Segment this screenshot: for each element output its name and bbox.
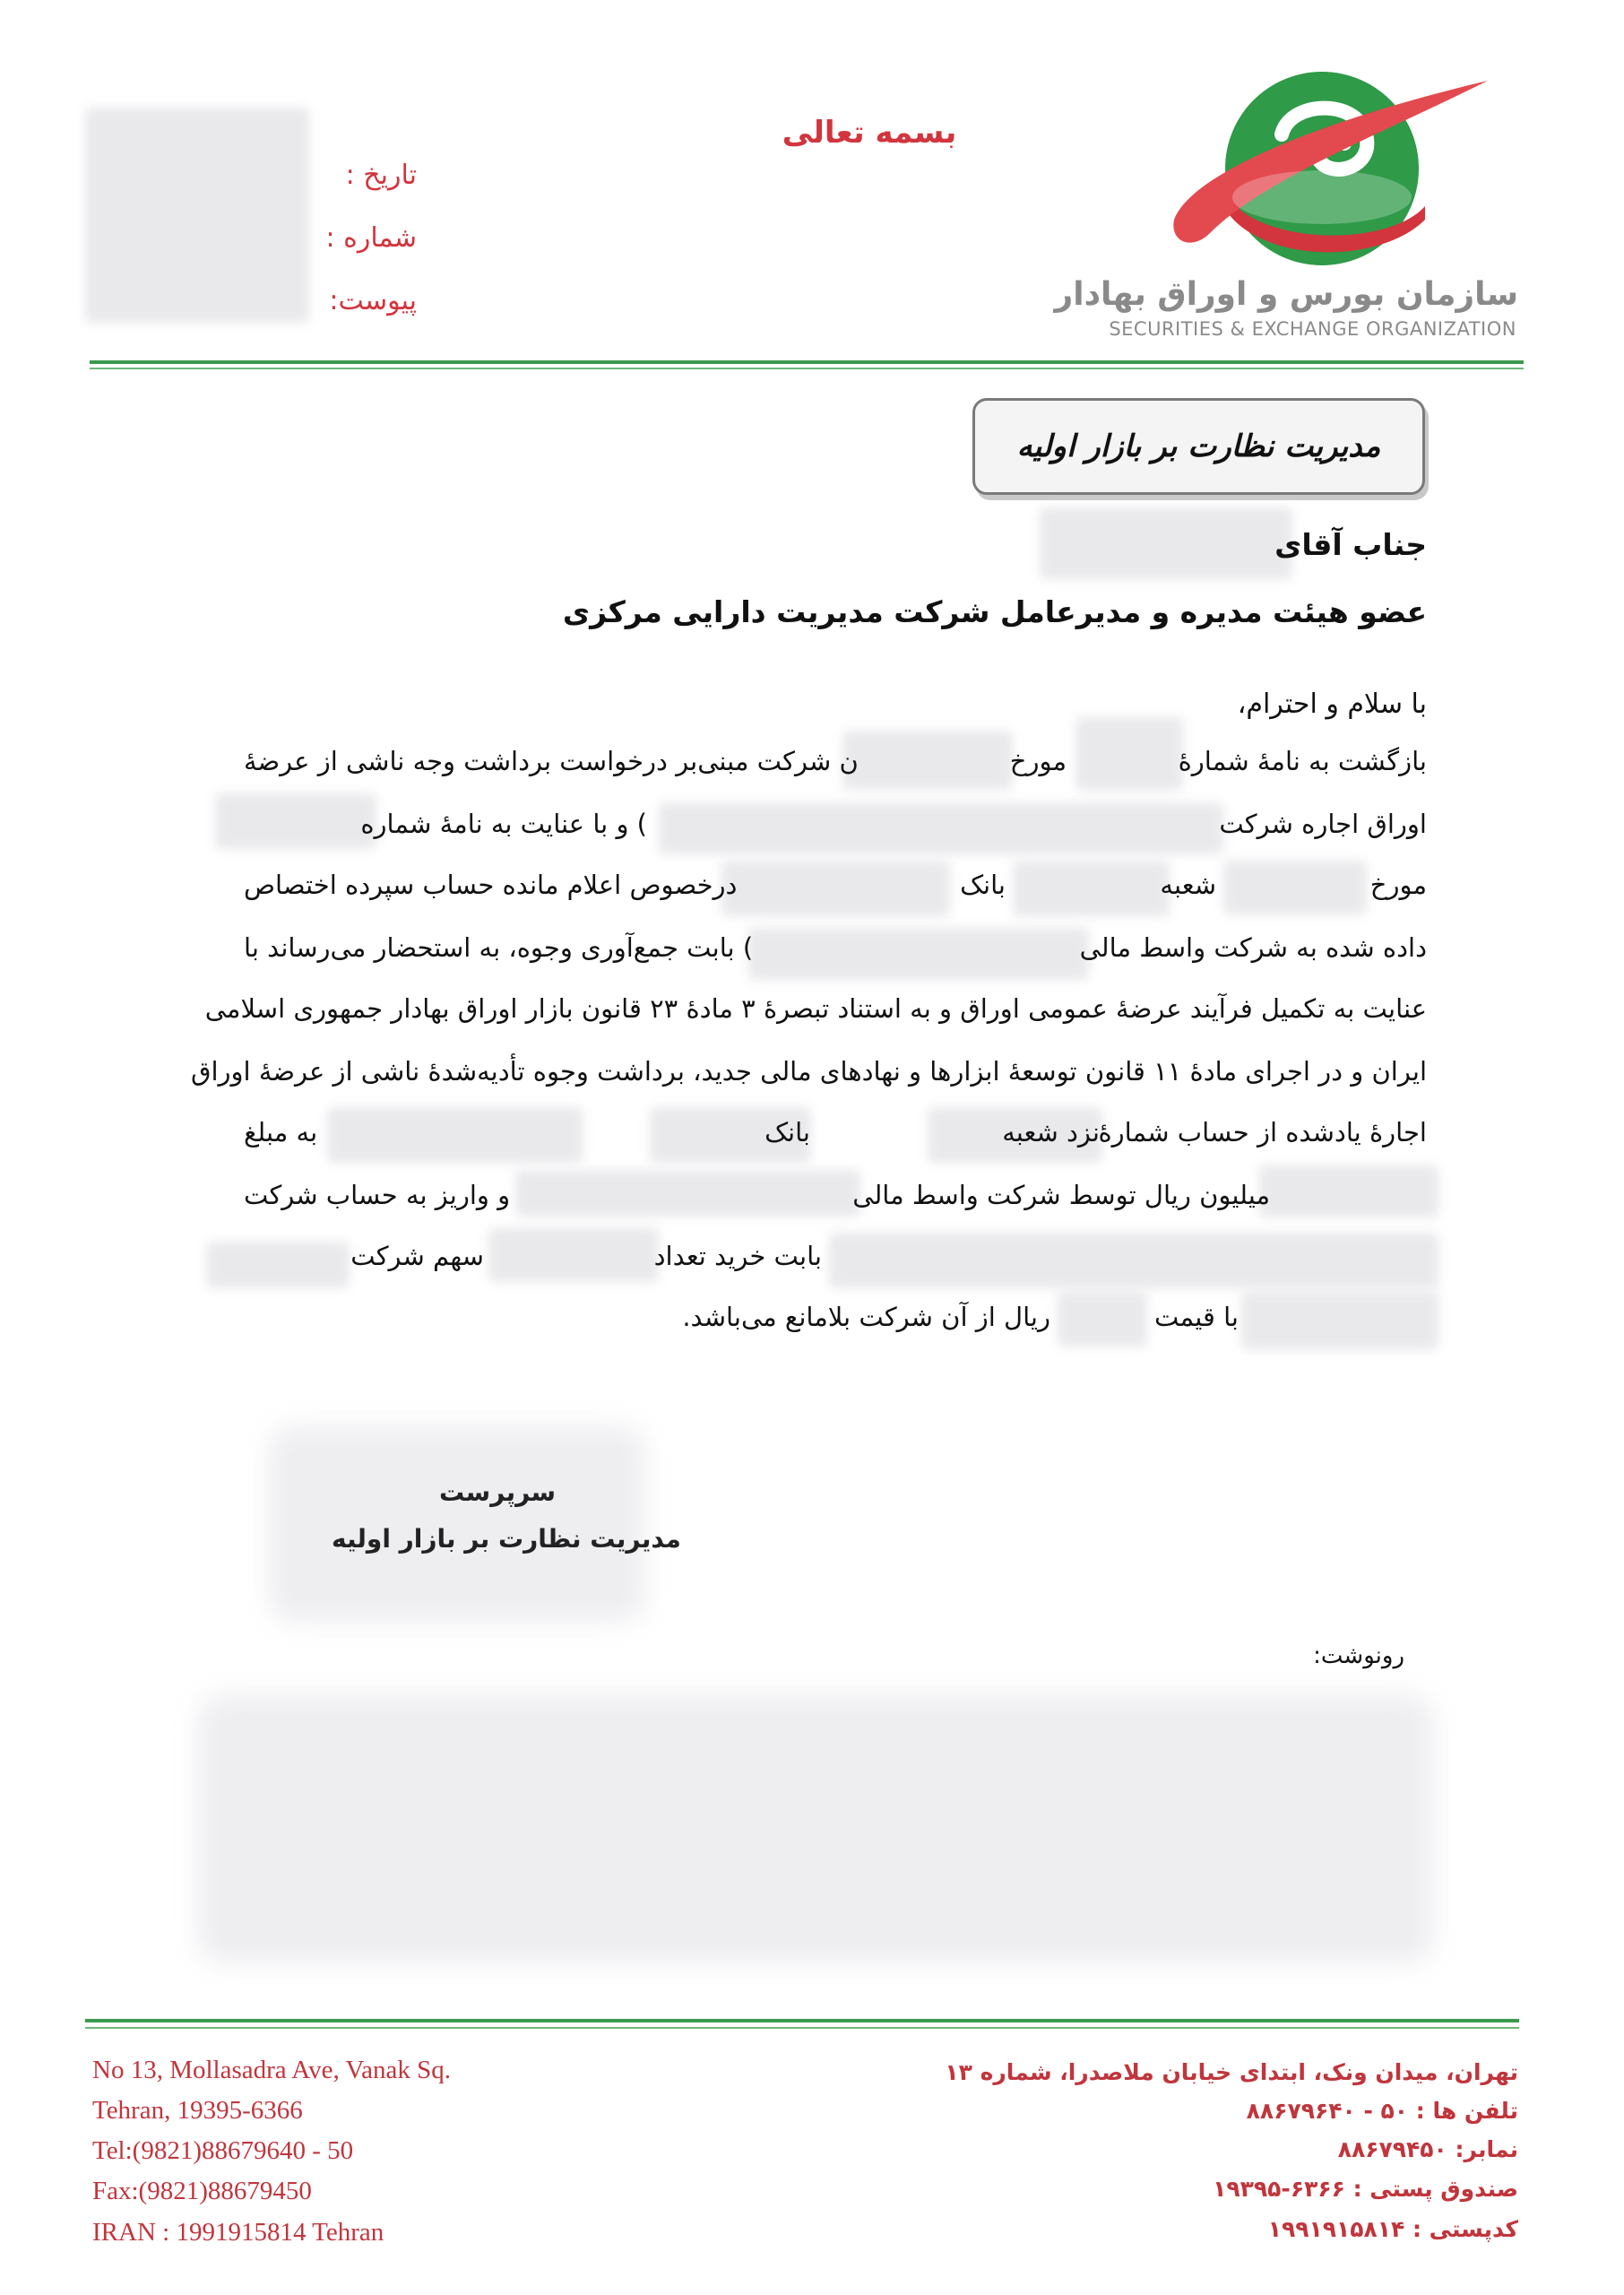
body-line-4a: داده شده به شرکت واسط مالی xyxy=(1079,932,1427,963)
redacted-letter-number xyxy=(1075,717,1183,791)
number-label: شماره : xyxy=(325,222,417,254)
redacted-branch xyxy=(1013,861,1170,916)
recipient-salutation: جناب آقای xyxy=(1274,527,1427,562)
attachment-label: پیوست: xyxy=(329,285,417,316)
header-divider xyxy=(90,360,1524,364)
body-line-7d: به مبلغ xyxy=(244,1117,318,1148)
redacted-share-count xyxy=(488,1228,659,1282)
body-line-3a: مورخ xyxy=(1369,870,1427,900)
body-line-7c: بانک xyxy=(764,1117,810,1148)
redacted-account-amount xyxy=(327,1107,583,1163)
redacted-date-branch xyxy=(1223,861,1367,914)
cc-label: رونوشت: xyxy=(1313,1642,1404,1669)
footer-postal-en: IRAN : 1991915814 Tehran xyxy=(92,2218,384,2247)
org-name-fa: سازمان بورس و اوراق بهادار xyxy=(1054,276,1518,313)
basmala: بسمه تعالی xyxy=(782,115,957,151)
body-line-1c: ن شرکت مبنی‌بر درخواست برداشت وجه ناشی از عرضهٔ xyxy=(244,746,859,776)
body-line-5: عنایت به تکمیل فرآیند عرضهٔ عمومی اوراق و به استناد تبصرهٔ ۳ مادهٔ ۲۳ قانون بازار اوراق بهادار جمهوری اسلامی xyxy=(204,993,1427,1024)
redacted-reference-block xyxy=(85,108,309,323)
footer-fax-fa: نمابر: ۸۸۶۷۹۴۵۰ xyxy=(1337,2136,1518,2162)
signature-title: سرپرست xyxy=(439,1477,557,1507)
header-divider-thin xyxy=(90,368,1524,369)
footer-address-en-2: Tehran, 19395-6366 xyxy=(92,2096,303,2125)
signature-unit: مدیریت نظارت بر بازار اولیه xyxy=(332,1524,681,1554)
body-line-8a: میلیون ریال توسط شرکت واسط مالی xyxy=(852,1180,1270,1210)
body-line-9a: بابت خرید تعداد xyxy=(653,1241,822,1271)
footer-pobox-fa: صندوق پستی : ۶۳۶۶-۱۹۳۹۵ xyxy=(1213,2176,1518,2202)
recipient-position: عضو هیئت مدیره و مدیرعامل شرکت مدیریت دارایی مرکزی xyxy=(562,594,1427,629)
footer-address-en-1: No 13, Mollasadra Ave, Vanak Sq. xyxy=(92,2056,452,2084)
footer-divider xyxy=(85,2019,1519,2022)
body-line-8b: و واریز به حساب شرکت xyxy=(244,1180,511,1210)
redacted-letter-date xyxy=(842,731,1013,790)
redacted-share-company xyxy=(206,1242,350,1288)
body-line-9b: سهم شرکت xyxy=(350,1241,484,1271)
body-line-6: ایران و در اجرای مادهٔ ۱۱ قانون توسعهٔ ابزارها و نهادهای مالی جدید، برداشت وجوه تأدیه‌شدهٔ ناشی از عرضهٔ اوراق xyxy=(190,1056,1427,1087)
redacted-price-value xyxy=(1058,1291,1147,1347)
redacted-spv-name-2 xyxy=(515,1170,860,1217)
body-line-1b: مورخ xyxy=(1009,746,1067,776)
footer-postcode-fa: کدپستی : ۱۹۹۱۹۱۵۸۱۴ xyxy=(1267,2216,1518,2242)
redacted-lease-company-name xyxy=(659,802,1223,854)
body-line-2a: اوراق اجاره شرکت xyxy=(1219,809,1427,839)
body-line-3c: بانک xyxy=(960,870,1006,900)
footer-address-fa: تهران، میدان ونک، ابتدای خیابان ملاصدرا، شماره ۱۳ xyxy=(945,2059,1518,2085)
redacted-lease-company xyxy=(215,793,376,849)
body-line-10b: ریال از آن شرکت بلامانع می‌باشد. xyxy=(682,1302,1050,1332)
body-line-7b: نزد شعبه xyxy=(1002,1117,1100,1148)
footer-tel-en: Tel:(9821)88679640 - 50 xyxy=(92,2136,354,2165)
redacted-cc-list xyxy=(197,1694,1434,1963)
redacted-bank xyxy=(721,861,950,916)
footer-divider-thin xyxy=(85,2027,1519,2029)
body-line-7a: اجارهٔ یادشده از حساب شمارهٔ xyxy=(1098,1117,1427,1148)
redacted-target-company xyxy=(829,1233,1438,1288)
body-line-2b: ) و با عنایت به نامهٔ شماره xyxy=(360,809,647,839)
body-line-10a: با قیمت xyxy=(1154,1302,1239,1332)
footer-tel-fa: تلفن ها : ۵۰ - ۸۸۶۷۹۶۴۰ xyxy=(1246,2098,1518,2124)
greeting: با سلام و احترام، xyxy=(1237,688,1427,720)
department-box: مدیریت نظارت بر بازار اولیه xyxy=(972,398,1425,495)
org-name-en: SECURITIES & EXCHANGE ORGANIZATION xyxy=(1109,318,1516,340)
footer-fax-en: Fax:(9821)88679450 xyxy=(92,2177,312,2205)
seo-logo xyxy=(1156,63,1497,278)
body-line-1a: بازگشت به نامهٔ شمارهٔ xyxy=(1178,746,1427,776)
redacted-price xyxy=(1241,1291,1438,1350)
body-line-3d: درخصوص اعلام مانده حساب سپرده اختصاص xyxy=(244,870,738,900)
redacted-spv-name xyxy=(748,928,1089,980)
redacted-recipient-name xyxy=(1040,507,1292,579)
body-line-4b: ) بابت جمع‌آوری وجوه، به استحضار می‌رساند با xyxy=(244,932,754,963)
redacted-amount xyxy=(1259,1165,1438,1217)
date-label: تاریخ : xyxy=(345,160,417,191)
body-line-3b: شعبه xyxy=(1160,870,1216,900)
